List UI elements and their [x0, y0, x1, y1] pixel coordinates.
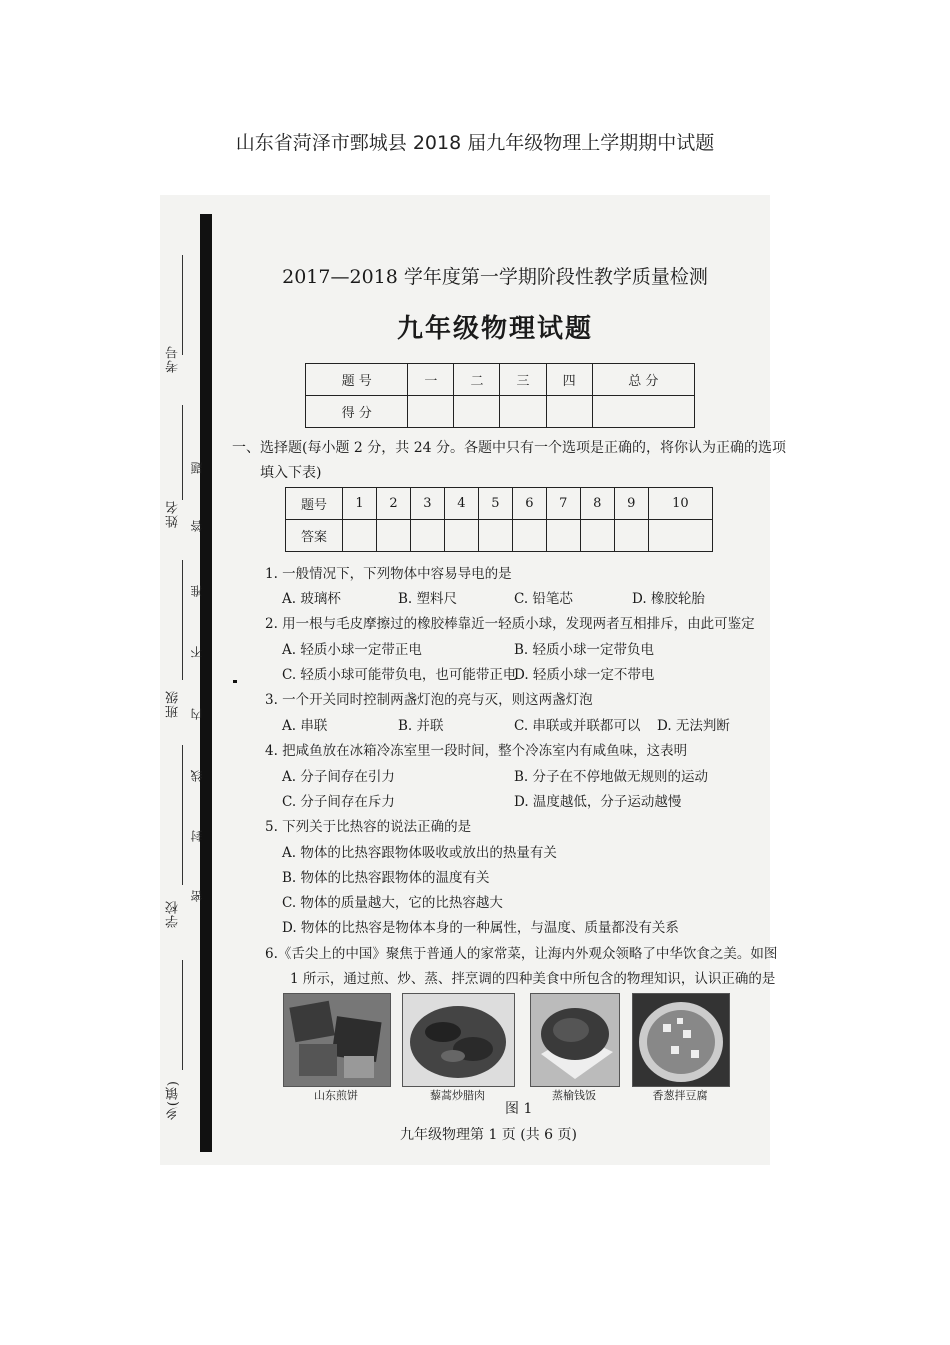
answer-header-cell: 10 [648, 488, 712, 520]
question-option: A. 分子间存在引力 [282, 769, 395, 785]
score-cell[interactable] [592, 396, 694, 428]
figure-caption: 藜蒿炒腊肉 [430, 1089, 485, 1102]
score-table-row [306, 396, 695, 428]
figure-caption: 山东煎饼 [314, 1089, 358, 1102]
page-footer: 九年级物理第 1 页 (共 6 页) [400, 1127, 577, 1143]
section-instruction [232, 436, 786, 486]
side-label-name: 姓名 [166, 500, 181, 528]
side-line [182, 255, 183, 355]
seal-char: 封 [190, 830, 204, 842]
score-header-cell: 一 [408, 364, 454, 396]
score-table-header-row [306, 364, 695, 396]
question-option: A. 串联 [282, 718, 328, 734]
seal-char: 准 [190, 585, 204, 597]
side-label-township: 乡(镇) [166, 1080, 181, 1121]
answer-table [285, 487, 713, 552]
score-cell[interactable] [546, 396, 592, 428]
figure-caption: 蒸榆钱饭 [552, 1089, 596, 1102]
answer-cell[interactable] [376, 520, 410, 552]
question-option: D. 轻质小球一定不带电 [514, 667, 655, 683]
question-option: B. 塑料尺 [398, 591, 458, 607]
answer-header-cell: 2 [376, 488, 410, 520]
question-option: B. 并联 [398, 718, 444, 734]
question-stem-continued: 1 所示，通过煎、炒、蒸、拌烹调的四种美食中所包含的物理知识，认识正确的是 [290, 971, 776, 987]
question-option: C. 铅笔芯 [514, 591, 573, 607]
figure-label: 图 1 [505, 1101, 533, 1117]
side-line [182, 745, 183, 885]
question-option: B. 分子在不停地做无规则的运动 [514, 769, 709, 785]
question-stem: 4. 把咸鱼放在冰箱冷冻室里一段时间，整个冷冻室内有咸鱼味，这表明 [265, 743, 688, 759]
question-option: D. 物体的比热容是物体本身的一种属性，与温度、质量都没有关系 [282, 920, 679, 936]
answer-table-row [286, 520, 713, 552]
question-option: D. 温度越低，分子运动越慢 [514, 794, 682, 810]
question-stem: 1. 一般情况下，下列物体中容易导电的是 [265, 566, 512, 582]
question-option: D. 橡胶轮胎 [632, 591, 705, 607]
answer-header-cell: 6 [512, 488, 546, 520]
question-option: C. 物体的质量越大，它的比热容越大 [282, 895, 503, 911]
question-stem: 5. 下列关于比热容的说法正确的是 [265, 819, 472, 835]
question-stem: 2. 用一根与毛皮摩擦过的橡胶棒靠近一轻质小球，发现两者互相排斥，由此可鉴定 [265, 616, 755, 632]
score-header-cell: 三 [500, 364, 546, 396]
answer-cell[interactable] [410, 520, 444, 552]
seal-char: 不 [190, 646, 204, 658]
score-header-cell: 总 分 [592, 364, 694, 396]
question-option: C. 分子间存在斥力 [282, 794, 395, 810]
answer-cell[interactable] [444, 520, 478, 552]
score-cell[interactable] [500, 396, 546, 428]
photo-steamed-elm-rice [530, 993, 620, 1087]
seal-char: 答 [190, 520, 204, 532]
seal-char: 内 [190, 708, 204, 720]
question-option: C. 串联或并联都可以 [514, 718, 641, 734]
figure-caption: 香葱拌豆腐 [652, 1089, 708, 1102]
answer-cell[interactable] [512, 520, 546, 552]
side-line [182, 960, 183, 1070]
answer-header-cell: 1 [343, 488, 377, 520]
seal-char: 线 [190, 770, 204, 782]
answer-cell[interactable] [648, 520, 712, 552]
side-label-school: 学校 [166, 900, 181, 928]
answer-header-cell: 9 [614, 488, 648, 520]
binding-edge [200, 214, 212, 1152]
score-table [305, 363, 695, 428]
answer-cell[interactable] [580, 520, 614, 552]
answer-header-cell: 4 [444, 488, 478, 520]
answer-header-cell: 8 [580, 488, 614, 520]
question-stem: 6.《舌尖上的中国》聚焦于普通人的家常菜，让海内外观众领略了中华饮食之美。如图 [265, 946, 778, 962]
seal-char: 密 [190, 890, 204, 902]
exam-header: 2017—2018 学年度第一学期阶段性教学质量检测 [282, 266, 708, 288]
question-option: A. 轻质小球一定带正电 [282, 642, 422, 658]
answer-cell[interactable] [614, 520, 648, 552]
side-line [182, 560, 183, 680]
answer-cell[interactable] [343, 520, 377, 552]
score-header-cell: 二 [454, 364, 500, 396]
score-cell[interactable] [408, 396, 454, 428]
score-cell[interactable] [454, 396, 500, 428]
question-option: B. 物体的比热容跟物体的温度有关 [282, 870, 490, 886]
answer-cell[interactable] [546, 520, 580, 552]
document-title: 山东省菏泽市鄄城县 2018 届九年级物理上学期期中试题 [235, 132, 715, 154]
answer-header-cell: 5 [478, 488, 512, 520]
photo-shandong-jianbing [283, 993, 391, 1087]
side-label-class: 班级 [166, 690, 181, 718]
question-option: C. 轻质小球可能带负电，也可能带正电 [282, 667, 517, 683]
scan-speck [233, 680, 237, 683]
answer-row-label: 答案 [286, 520, 343, 552]
photo-stir-fried-pork [402, 993, 515, 1087]
answer-cell[interactable] [478, 520, 512, 552]
photo-scallion-tofu [632, 993, 730, 1087]
question-stem: 3. 一个开关同时控制两盏灯泡的亮与灭，则这两盏灯泡 [265, 692, 593, 708]
answer-header-cell: 7 [546, 488, 580, 520]
side-label-exam-number: 考号 [166, 345, 181, 373]
seal-char: 题 [190, 462, 204, 474]
question-option: B. 轻质小球一定带负电 [514, 642, 655, 658]
instruction-line: 填入下表) [260, 465, 322, 481]
question-option: A. 玻璃杯 [282, 591, 341, 607]
score-row-label: 得 分 [306, 396, 408, 428]
question-option: D. 无法判断 [657, 718, 730, 734]
instruction-line: 一、选择题(每小题 2 分，共 24 分。各题中只有一个选项是正确的，将你认为正确的选项 [232, 440, 786, 456]
side-line [182, 405, 183, 500]
question-option: A. 物体的比热容跟物体吸收或放出的热量有关 [282, 845, 557, 861]
answer-header-cell: 题号 [286, 488, 343, 520]
answer-header-cell: 3 [410, 488, 444, 520]
exam-title: 九年级物理试题 [396, 314, 593, 344]
score-header-cell: 题 号 [306, 364, 408, 396]
answer-table-header-row [286, 488, 713, 520]
score-header-cell: 四 [546, 364, 592, 396]
